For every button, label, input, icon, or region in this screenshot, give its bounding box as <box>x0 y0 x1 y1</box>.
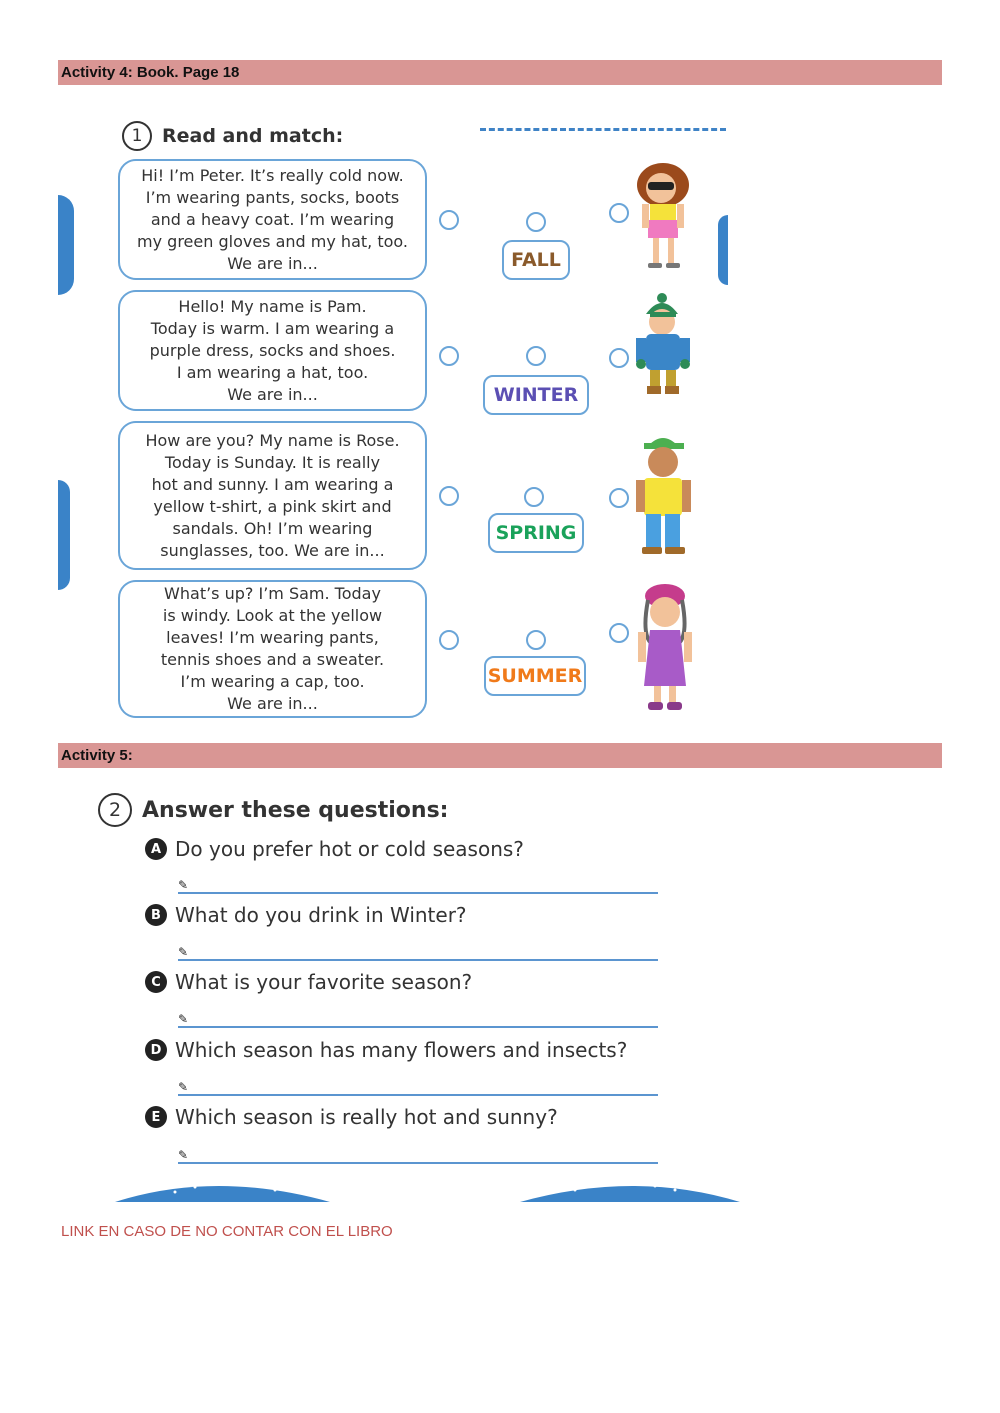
pencil-icon: ✎ <box>178 878 189 892</box>
question-letter-c: C <box>145 971 167 993</box>
question-e <box>145 1105 558 1129</box>
match-dot-child-1[interactable] <box>609 203 629 223</box>
question-b <box>145 903 467 927</box>
match-dot-text-4[interactable] <box>439 630 459 650</box>
dashed-divider <box>480 128 726 131</box>
activity-5-header: Activity 5: <box>58 743 942 768</box>
question-d-text: Which season has many flowers and insects? <box>175 1038 628 1062</box>
question-letter-a: A <box>145 838 167 860</box>
book-link[interactable]: LINK EN CASO DE NO CONTAR CON EL LIBRO <box>61 1223 393 1240</box>
pencil-icon: ✎ <box>178 945 189 959</box>
activity-4-header: Activity 4: Book. Page 18 <box>58 60 942 85</box>
question-letter-e: E <box>145 1106 167 1128</box>
bottom-wave-decoration <box>115 1170 740 1202</box>
text-bubble-peter: Hi! I’m Peter. It’s really cold now. I’m wearing pants, socks, boots and a heavy coat. I’m wearing my green gloves and my hat, too. We are in... <box>118 159 427 280</box>
answer-line-d[interactable] <box>178 1080 658 1096</box>
answer-questions-title <box>98 793 448 827</box>
match-dot-child-4[interactable] <box>609 623 629 643</box>
exercise-number-1: 1 <box>122 121 152 151</box>
match-dot-season-4[interactable] <box>526 630 546 650</box>
girl-sunglasses-illustration <box>628 160 698 272</box>
answer-line-e[interactable] <box>178 1148 658 1164</box>
text-bubble-pam: Hello! My name is Pam. Today is warm. I am wearing a purple dress, socks and shoes. I am wearing a hat, too. We are in... <box>118 290 427 411</box>
answer-line-b[interactable] <box>178 945 658 961</box>
match-dot-text-2[interactable] <box>439 346 459 366</box>
season-label-winter: WINTER <box>483 375 589 415</box>
answer-line-c[interactable] <box>178 1012 658 1028</box>
question-letter-b: B <box>145 904 167 926</box>
match-dot-season-1[interactable] <box>526 212 546 232</box>
text-bubble-sam: What’s up? I’m Sam. Today is windy. Look at the yellow leaves! I’m wearing pants, tennis shoes and a sweater. I’m wearing a cap, too. We are in... <box>118 580 427 718</box>
pencil-icon: ✎ <box>178 1148 189 1162</box>
season-label-summer: SUMMER <box>484 656 586 696</box>
match-dot-season-3[interactable] <box>524 487 544 507</box>
match-dot-child-2[interactable] <box>609 348 629 368</box>
left-arc-top <box>58 195 74 295</box>
question-b-text: What do you drink in Winter? <box>175 903 467 927</box>
exercise-number-2: 2 <box>98 793 132 827</box>
match-dot-text-1[interactable] <box>439 210 459 230</box>
answer-line-a[interactable] <box>178 878 658 894</box>
match-dot-season-2[interactable] <box>526 346 546 366</box>
read-and-match-label: Read and match: <box>162 125 344 147</box>
match-dot-text-3[interactable] <box>439 486 459 506</box>
question-c-text: What is your favorite season? <box>175 970 473 994</box>
question-letter-d: D <box>145 1039 167 1061</box>
question-d <box>145 1038 627 1062</box>
read-and-match-title <box>122 121 343 151</box>
right-arc <box>718 215 728 285</box>
left-arc-bottom <box>58 480 70 590</box>
question-e-text: Which season is really hot and sunny? <box>175 1105 558 1129</box>
text-bubble-rose: How are you? My name is Rose. Today is Sunday. It is really hot and sunny. I am wearing a yellow t-shirt, a pink skirt and sandals. Oh! I’m wearing sunglasses, too. We are in... <box>118 421 427 570</box>
answer-questions-label: Answer these questions: <box>142 797 449 823</box>
match-dot-child-3[interactable] <box>609 488 629 508</box>
boy-cap-illustration <box>630 428 698 558</box>
boy-winter-coat-illustration <box>632 292 696 398</box>
question-a-text: Do you prefer hot or cold seasons? <box>175 837 524 861</box>
season-label-spring: SPRING <box>488 513 584 553</box>
question-c <box>145 970 472 994</box>
pencil-icon: ✎ <box>178 1012 189 1026</box>
girl-purple-dress-illustration <box>630 582 700 714</box>
pencil-icon: ✎ <box>178 1080 189 1094</box>
season-label-fall: FALL <box>502 240 570 280</box>
question-a <box>145 837 524 861</box>
